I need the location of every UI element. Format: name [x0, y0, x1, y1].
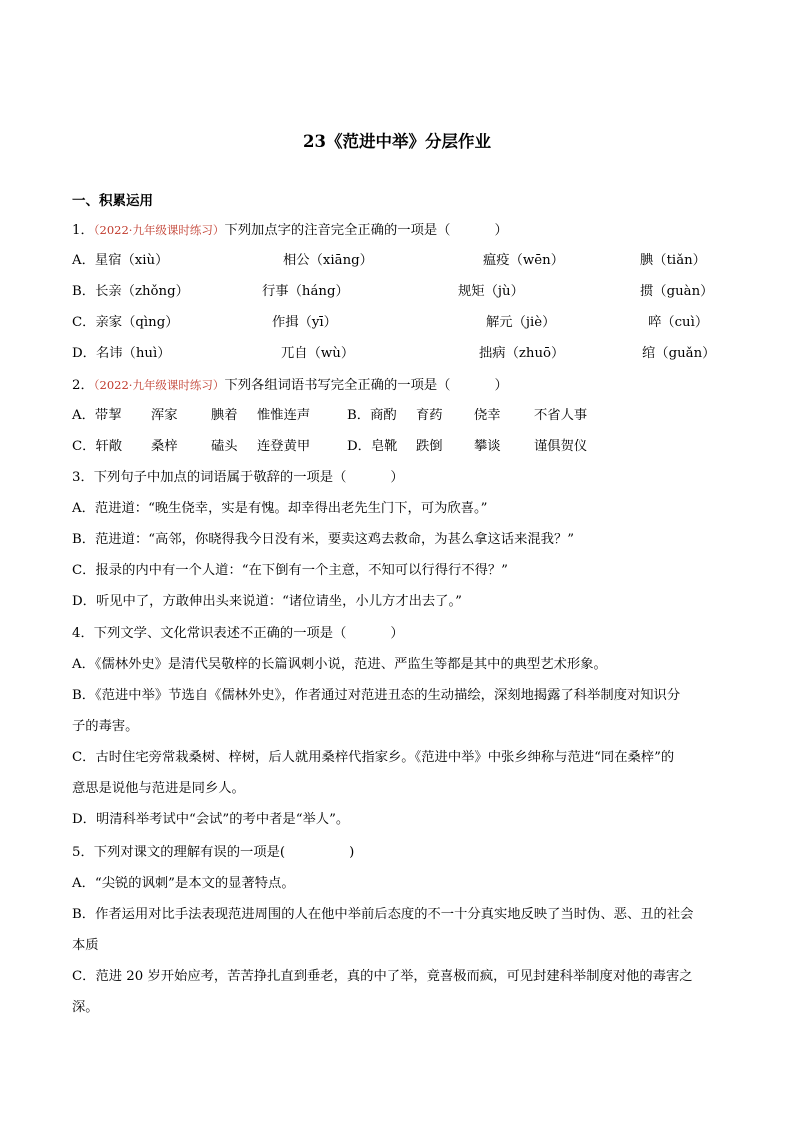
- q2-word: 育药: [416, 408, 443, 423]
- question-close: ）: [494, 378, 508, 393]
- q2-word: B．商酌: [347, 408, 397, 423]
- question-text: 下列各组词语书写完全正确的一项是（: [224, 378, 451, 393]
- q1-option-b1: B．长亲（zhǒng）: [72, 284, 189, 299]
- q2-word: D．皂靴: [347, 439, 398, 454]
- q1-option-b2: 行事（háng）: [262, 284, 349, 299]
- question-source: （2022·九年级课时练习）: [93, 223, 225, 237]
- q3-option-b: B．范进道：“高邻，你晓得我今日没有米，要卖这鸡去救命，为甚么拿这话来混我？”: [72, 532, 575, 547]
- q1-option-c3: 解元（jiè）: [486, 315, 556, 330]
- q4-option-d: D．明清科举考试中“会试”的考中者是“举人”。: [72, 812, 350, 827]
- question-close: ）: [390, 626, 404, 641]
- q4-option-a: A．《儒林外史》是清代吴敬梓的长篇讽刺小说，范进、严监生等都是其中的典型艺术形象。: [72, 657, 607, 672]
- q5-option-c: C．范进 20 岁开始应考，苦苦挣扎直到垂老，真的中了举，竟喜极而疯，可见封建科举制度对他的毒害之: [72, 969, 693, 984]
- question-number: 1．: [72, 223, 94, 238]
- q4-option-b: B．《范进中举》节选自《儒林外史》，作者通过对范进丑态的生动描绘，深刻地揭露了科举制度对知识分: [72, 688, 681, 703]
- question-number: 2．: [72, 378, 94, 393]
- q1-option-d4: 绾（guǎn）: [642, 346, 716, 361]
- q1-option-c1: C．亲家（qìng）: [72, 315, 179, 330]
- question-source: （2022·九年级课时练习）: [93, 378, 225, 392]
- q1-option-c2: 作揖（yī）: [272, 315, 337, 330]
- q5-option-b-cont: 本质: [72, 938, 99, 953]
- q3-option-d: D．听见中了，方敢伸出头来说道：“诸位请坐，小儿方才出去了。”: [72, 594, 462, 609]
- q1-option-d3: 拙病（zhuō）: [479, 346, 565, 361]
- section-heading: 一、积累运用: [72, 193, 153, 209]
- question-4-stem: [72, 624, 404, 644]
- q2-word: C．轩敞: [72, 439, 123, 454]
- q1-option-a4: 腆（tiǎn）: [640, 253, 706, 268]
- q1-option-a2: 相公（xiāng）: [283, 253, 373, 268]
- question-5-stem: [72, 843, 354, 863]
- q1-option-d2: 兀自（wù）: [281, 346, 355, 361]
- q2-word: 惟惟连声: [257, 408, 311, 423]
- q1-option-b3: 规矩（jù）: [458, 284, 524, 299]
- q2-word: 侥幸: [474, 408, 501, 423]
- q2-word: 磕头: [211, 439, 238, 454]
- q3-option-c: C．报录的内中有一个人道：“在下倒有一个主意，不知可以行得行不得？”: [72, 563, 508, 578]
- q2-word: 桑梓: [151, 439, 178, 454]
- q2-word: 腆着: [211, 408, 238, 423]
- q1-option-d1: D．名讳（huì）: [72, 346, 171, 361]
- q5-option-c-cont: 深。: [72, 1000, 99, 1015]
- q2-word: 谨俱贺仪: [534, 439, 588, 454]
- question-1-stem: [72, 220, 508, 241]
- q3-option-a: A．范进道：“晚生侥幸，实是有愧。却幸得出老先生门下，可为欣喜。”: [72, 501, 488, 516]
- q4-option-c-cont: 意思是说他与范进是同乡人。: [72, 781, 245, 796]
- q5-option-b: B．作者运用对比手法表现范进周围的人在他中举前后态度的不一十分真实地反映了当时伪、恶、丑的社会: [72, 907, 694, 922]
- question-text: 5．下列对课文的理解有误的一项是(: [72, 845, 286, 860]
- question-2-stem: [72, 375, 508, 396]
- q4-option-b-cont: 子的毒害。: [72, 719, 139, 734]
- question-3-stem: [72, 468, 404, 488]
- q1-option-b4: 掼（guàn）: [640, 284, 714, 299]
- q1-option-c4: 啐（cuì）: [648, 315, 709, 330]
- question-text: 下列加点字的注音完全正确的一项是（: [224, 223, 451, 238]
- q2-word: 攀谈: [474, 439, 501, 454]
- question-text: 4．下列文学、文化常识表述不正确的一项是（: [72, 626, 347, 641]
- q1-option-a1: A．星宿（xiù）: [72, 253, 169, 268]
- q2-word: 跌倒: [416, 439, 443, 454]
- question-close: ）: [494, 223, 508, 238]
- question-close: ）: [390, 470, 404, 485]
- q2-word: 浑家: [151, 408, 178, 423]
- q2-word: 连登黄甲: [257, 439, 311, 454]
- q2-word: A．带挈: [72, 408, 122, 423]
- question-close: ): [349, 845, 355, 860]
- page-title: 23《范进中举》分层作业: [303, 132, 491, 151]
- question-text: 3．下列句子中加点的词语属于敬辞的一项是（: [72, 470, 347, 485]
- q2-word: 不省人事: [534, 408, 588, 423]
- q5-option-a: A．“尖锐的讽刺”是本文的显著特点。: [72, 876, 295, 891]
- q1-option-a3: 瘟疫（wēn）: [483, 253, 565, 268]
- q4-option-c: C．古时住宅旁常栽桑树、梓树，后人就用桑梓代指家乡。《范进中举》中张乡绅称与范进“同在桑梓”的: [72, 750, 675, 765]
